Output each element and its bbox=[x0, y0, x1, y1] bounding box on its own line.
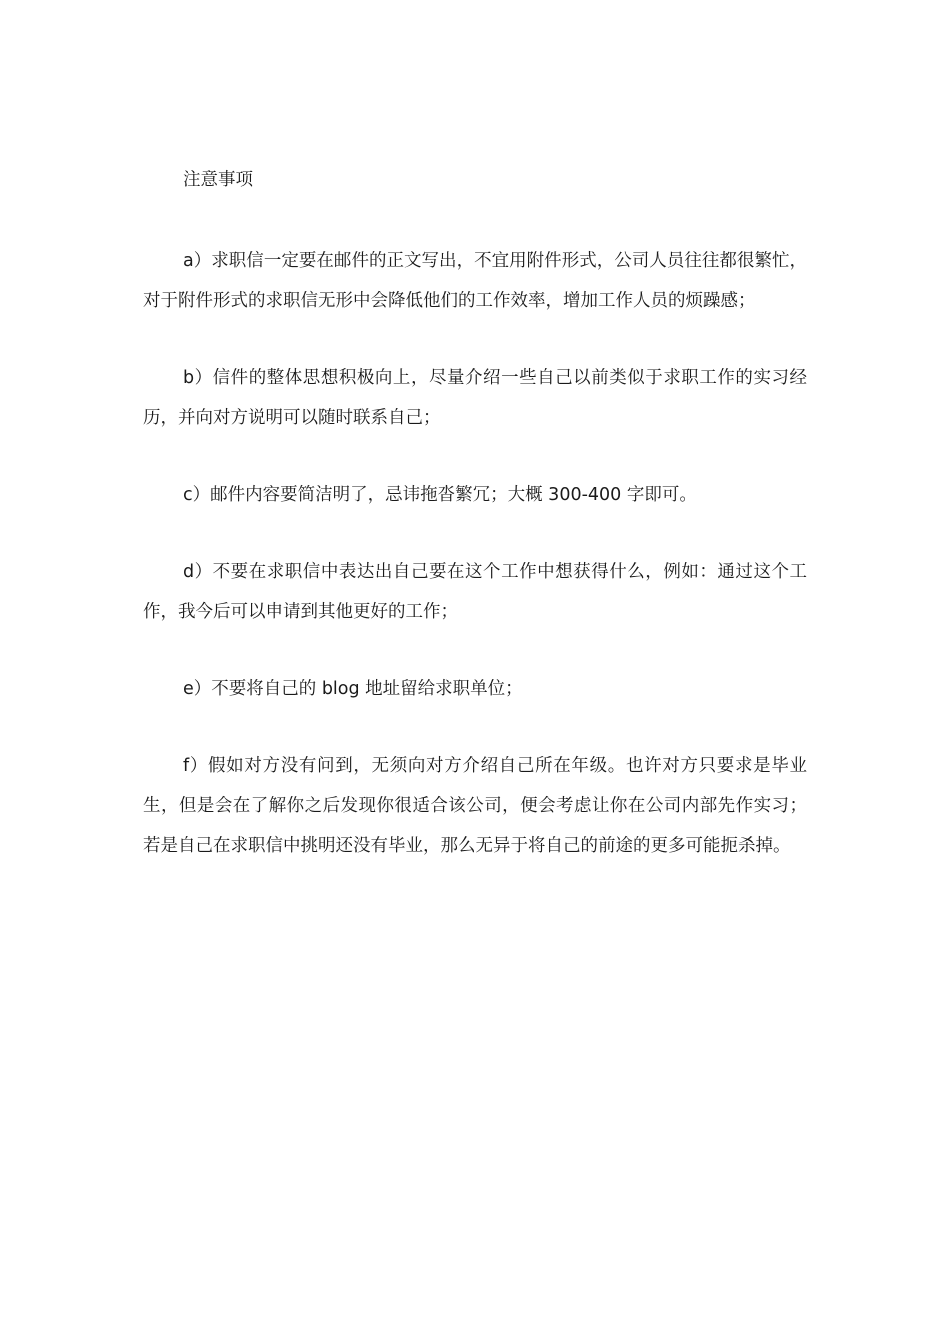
paragraph-c: c）邮件内容要简洁明了，忌讳拖沓繁冗；大概 300-400 字即可。 bbox=[183, 485, 697, 505]
spacer bbox=[143, 709, 807, 746]
document-body bbox=[143, 164, 807, 866]
paragraph-a: a）求职信一定要在邮件的正文写出，不宜用附件形式，公司人员往往都很繁忙，对于附件形式的求职信无形中会降低他们的工作效率，增加工作人员的烦躁感； bbox=[143, 251, 807, 311]
spacer bbox=[143, 515, 807, 552]
paragraph-e: e）不要将自己的 blog 地址留给求职单位； bbox=[183, 679, 523, 699]
spacer bbox=[143, 197, 807, 241]
spacer bbox=[143, 438, 807, 475]
section-heading: 注意事项 bbox=[183, 170, 253, 190]
paragraph-f: f）假如对方没有问到，无须向对方介绍自己所在年级。也许对方只要求是毕业生，但是会在了解你之后发现你很适合该公司，便会考虑让你在公司内部先作实习；若是自己在求职信中挑明还没有毕业，那么无异于将自己的前途的更多可能扼杀掉。 bbox=[143, 756, 807, 856]
paragraph-b: b）信件的整体思想积极向上，尽量介绍一些自己以前类似于求职工作的实习经历，并向对方说明可以随时联系自己； bbox=[143, 368, 807, 428]
paragraph-d: d）不要在求职信中表达出自己要在这个工作中想获得什么，例如：通过这个工作，我今后可以申请到其他更好的工作； bbox=[143, 562, 807, 622]
spacer bbox=[143, 321, 807, 358]
spacer bbox=[143, 632, 807, 669]
